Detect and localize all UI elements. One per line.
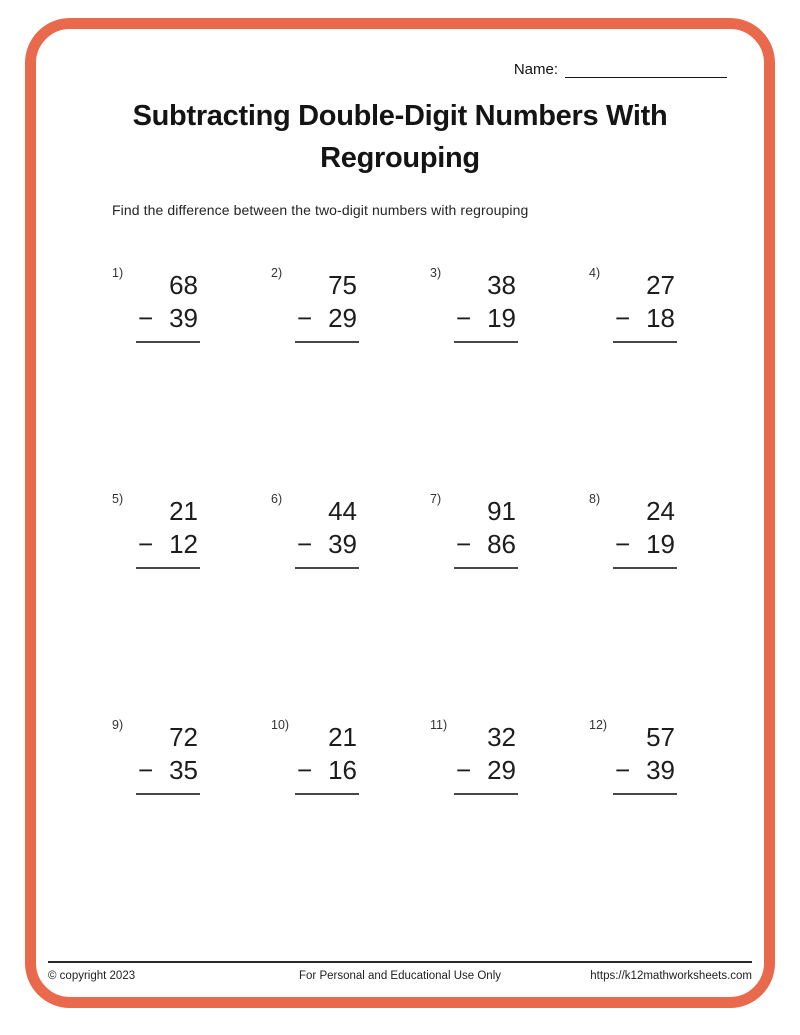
problem-number: 6)	[271, 492, 283, 506]
subtrahend-row	[138, 754, 198, 787]
subtrahend: 35	[169, 755, 198, 785]
subtrahend: 19	[646, 529, 675, 559]
minuend: 72	[169, 722, 198, 752]
problem-numbers	[297, 269, 357, 343]
problem-number: 5)	[112, 492, 124, 506]
worksheet-title-line1: Subtracting Double-Digit Numbers With	[132, 100, 668, 132]
problem-number: 8)	[589, 492, 601, 506]
subtrahend: 39	[169, 303, 198, 333]
problem-number: 7)	[430, 492, 442, 506]
problem-number: 12)	[589, 718, 608, 732]
worksheet-title-line2: Regrouping	[320, 142, 480, 174]
problem-numbers	[615, 269, 675, 343]
minus-icon: −	[297, 755, 313, 785]
minus-icon: −	[138, 755, 154, 785]
subtrahend-row	[456, 754, 516, 787]
subtrahend: 39	[646, 755, 675, 785]
problem-10	[267, 716, 426, 816]
minus-icon: −	[297, 303, 313, 333]
answer-line	[454, 341, 518, 343]
minuend: 44	[328, 496, 357, 526]
minuend: 38	[487, 270, 516, 300]
problem-11	[426, 716, 585, 816]
minus-icon: −	[456, 755, 472, 785]
answer-line	[295, 341, 359, 343]
problem-9	[108, 716, 267, 816]
problem-5	[108, 490, 267, 590]
subtrahend-row	[615, 528, 675, 561]
problem-number: 3)	[430, 266, 442, 280]
problem-3	[426, 264, 585, 364]
answer-line	[454, 567, 518, 569]
subtrahend: 16	[328, 755, 357, 785]
answer-line	[613, 567, 677, 569]
answer-line	[454, 793, 518, 795]
subtrahend-row	[615, 754, 675, 787]
minus-icon: −	[297, 529, 313, 559]
answer-line	[613, 793, 677, 795]
minuend: 21	[169, 496, 198, 526]
problem-numbers	[456, 495, 516, 569]
copyright-text: © copyright 2023	[48, 970, 136, 982]
minus-icon: −	[138, 529, 154, 559]
problem-number: 9)	[112, 718, 124, 732]
subtrahend-row	[456, 302, 516, 335]
problem-number: 1)	[112, 266, 124, 280]
subtrahend-row	[138, 302, 198, 335]
minuend: 68	[169, 270, 198, 300]
problem-numbers	[615, 495, 675, 569]
instruction-text: Find the difference between the two-digit numbers with regrouping	[112, 202, 529, 218]
website-url: https://k12mathworksheets.com	[590, 970, 752, 982]
problem-numbers	[138, 721, 198, 795]
minuend: 32	[487, 722, 516, 752]
problem-number: 2)	[271, 266, 283, 280]
minus-icon: −	[456, 529, 472, 559]
answer-line	[136, 341, 200, 343]
problem-numbers	[456, 721, 516, 795]
minus-icon: −	[615, 755, 631, 785]
problem-number: 11)	[430, 718, 448, 732]
usage-text: For Personal and Educational Use Only	[299, 970, 501, 982]
problem-4	[585, 264, 744, 364]
subtrahend-row	[615, 302, 675, 335]
problem-8	[585, 490, 744, 590]
subtrahend-row	[297, 528, 357, 561]
minuend: 75	[328, 270, 357, 300]
subtrahend-row	[297, 302, 357, 335]
answer-line	[613, 341, 677, 343]
minuend: 57	[646, 722, 675, 752]
problem-number: 10)	[271, 718, 290, 732]
answer-line	[295, 793, 359, 795]
worksheet-title	[60, 95, 740, 179]
problem-6	[267, 490, 426, 590]
subtrahend: 86	[487, 529, 516, 559]
problem-numbers	[138, 495, 198, 569]
subtrahend-row	[138, 528, 198, 561]
minus-icon: −	[615, 529, 631, 559]
subtrahend: 39	[328, 529, 357, 559]
problem-numbers	[456, 269, 516, 343]
name-label: Name:	[513, 61, 558, 78]
minuend: 24	[646, 496, 675, 526]
problem-7	[426, 490, 585, 590]
problem-number: 4)	[589, 266, 601, 280]
subtrahend: 12	[169, 529, 198, 559]
subtrahend-row	[297, 754, 357, 787]
problem-numbers	[138, 269, 198, 343]
minuend: 21	[328, 722, 357, 752]
problem-numbers	[615, 721, 675, 795]
subtrahend: 18	[646, 303, 675, 333]
subtrahend: 19	[487, 303, 516, 333]
minus-icon: −	[615, 303, 631, 333]
problem-numbers	[297, 721, 357, 795]
subtrahend-row	[456, 528, 516, 561]
answer-line	[295, 567, 359, 569]
answer-line	[136, 567, 200, 569]
minuend: 91	[487, 496, 516, 526]
name-blank-line	[565, 58, 727, 78]
minuend: 27	[646, 270, 675, 300]
name-field-row	[514, 58, 727, 78]
problem-1	[108, 264, 267, 364]
minus-icon: −	[456, 303, 472, 333]
subtrahend: 29	[328, 303, 357, 333]
subtrahend: 29	[487, 755, 516, 785]
problem-2	[267, 264, 426, 364]
minus-icon: −	[138, 303, 154, 333]
problem-12	[585, 716, 744, 816]
problem-numbers	[297, 495, 357, 569]
problems-grid	[108, 264, 744, 816]
answer-line	[136, 793, 200, 795]
footer	[48, 961, 752, 982]
